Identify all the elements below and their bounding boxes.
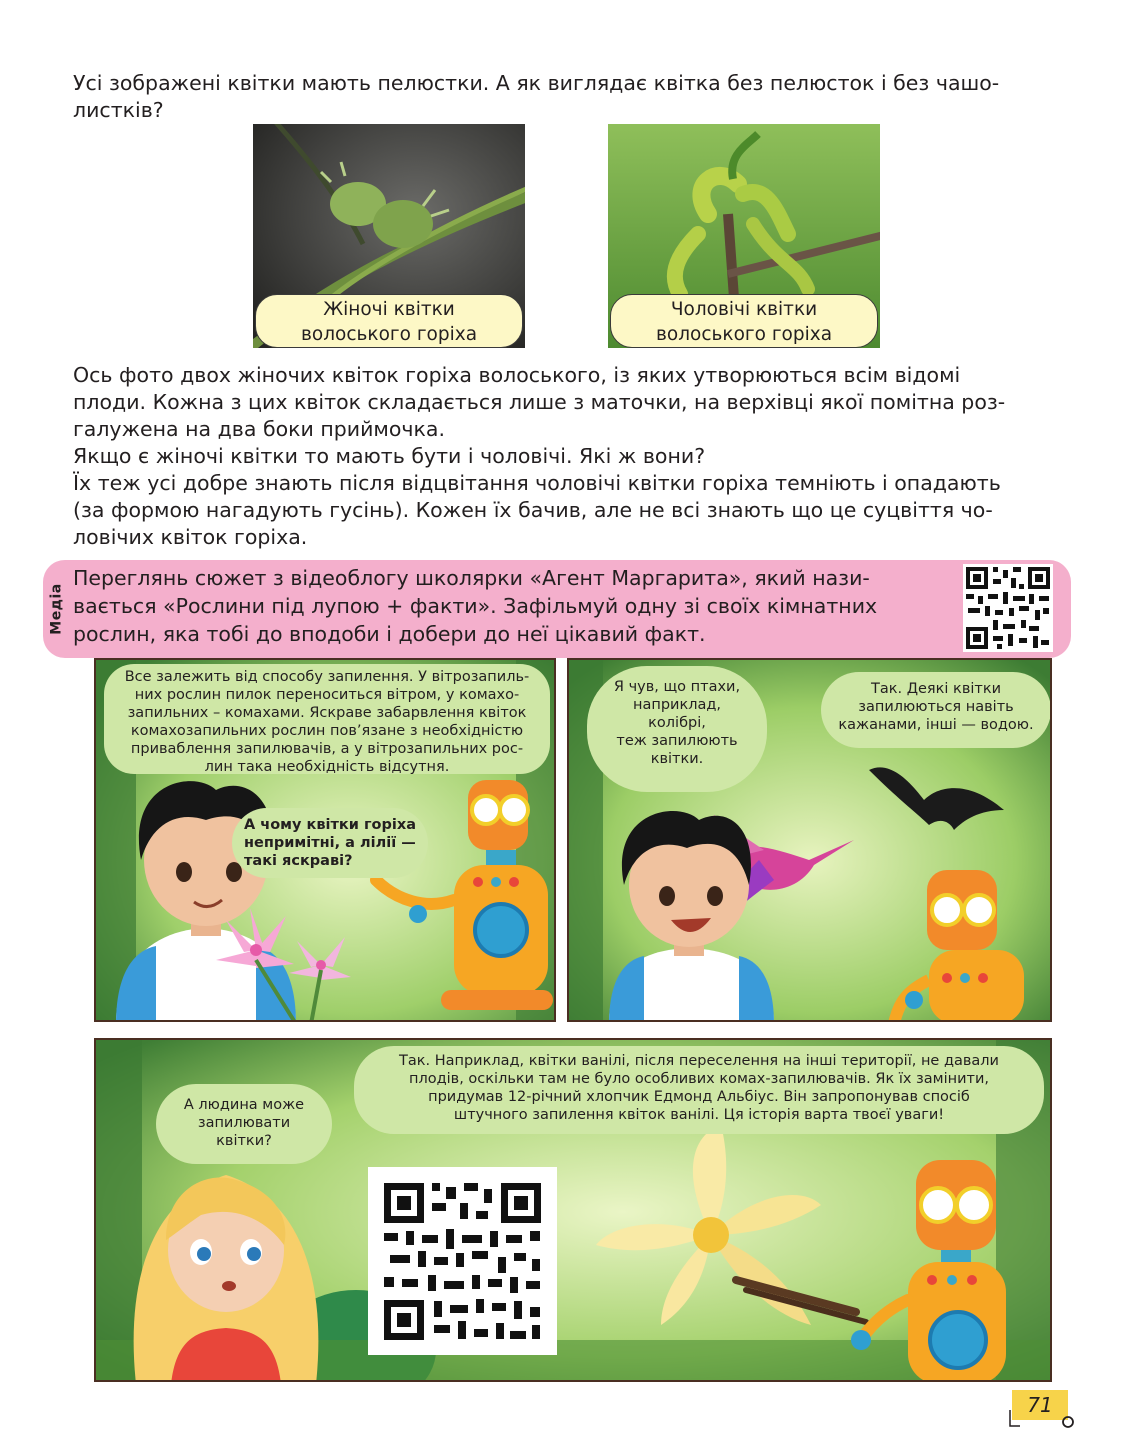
caption-line: волоського горіха <box>655 324 833 345</box>
bubble-line: комахозапильних рослин пов’язане з необхідністю <box>130 723 524 739</box>
bubble-line: А чому квітки горіха <box>244 817 417 833</box>
bubble-line: кажанами, інші — водою. <box>838 717 1034 733</box>
bubble-line: теж запилюють <box>616 733 738 749</box>
text-line: галужена на два боки приймочка. <box>73 417 445 441</box>
text-line: листків? <box>73 98 164 122</box>
robot-vanilla-bubble <box>354 1046 1044 1134</box>
bubble-line: А людина може <box>183 1097 305 1113</box>
bubble-line: наприклад, <box>632 697 722 713</box>
bubble-line: Я чув, що птахи, <box>613 679 741 695</box>
male-walnut-flowers-photo <box>608 124 880 348</box>
text-line: плоди. Кожна з цих квіток складається лише з маточки, на верхівці якої помітна роз- <box>73 390 1006 414</box>
intro-paragraph <box>73 70 1036 124</box>
bubble-line: придумав 12-річний хлопчик Едмонд Альбіус. Він запропонував спосіб <box>428 1089 970 1105</box>
bubble-line: непримітні, а лілії — <box>244 835 416 851</box>
bubble-line: колібрі, <box>648 715 706 731</box>
boy-hummingbird-bubble <box>587 666 767 792</box>
text-line: Усі зображені квітки мають пелюстки. А як виглядає квітка без пелюсток і без чашо- <box>73 71 1000 95</box>
media-text <box>73 564 933 648</box>
text-line: ловічих квіток горіха. <box>73 525 308 549</box>
page-number-label: 71 <box>1027 1393 1053 1417</box>
bubble-line: запильних – комахами. Яскраве забарвлення квіток <box>127 705 527 721</box>
male-flowers-caption <box>610 294 878 348</box>
bubble-line: запилюються навіть <box>858 699 1014 715</box>
comic-panel-2 <box>567 658 1052 1022</box>
caption-line: Жіночі квітки <box>323 299 455 320</box>
text-line: рослин, яка тобі до вподоби і добери до неї цікавий факт. <box>73 622 706 646</box>
caption-line: волоського горіха <box>300 324 478 345</box>
text-line: вається «Рослини під лупою + факти». Зафільмуй одну зі своїх кімнатних <box>73 594 878 618</box>
text-line: (за формою нагадують гусінь). Кожен їх бачив, але не всі знають що це суцвіття чо- <box>73 498 993 522</box>
bubble-line: плодів, оскільки там не було особливих комах-запилювачів. Як їх замінити, <box>409 1071 989 1087</box>
bubble-line: лин така необхідність відсутня. <box>204 759 450 775</box>
bubble-line: приваблення запилювачів, а у вітрозапильних рос- <box>130 741 524 757</box>
bubble-line: Так. Наприклад, квітки ванілі, після переселення на інші території, не давали <box>398 1053 999 1069</box>
bubble-line: запилювати <box>197 1115 291 1131</box>
boy-question-bubble <box>232 808 428 878</box>
female-walnut-flowers-photo <box>253 124 525 348</box>
comic-panel-1 <box>94 658 556 1022</box>
comic-qr-code[interactable] <box>368 1167 557 1355</box>
page-corner-decoration <box>1006 1408 1078 1430</box>
text-line: Якщо є жіночі квітки то мають бути і чоловічі. Які ж вони? <box>73 444 706 468</box>
comic-panel-3 <box>94 1038 1052 1382</box>
body-paragraph <box>73 362 1036 551</box>
bubble-line: Так. Деякі квітки <box>870 681 1002 697</box>
female-flowers-caption <box>255 294 523 348</box>
robot-bats-bubble <box>821 672 1051 748</box>
girl-question-bubble <box>156 1084 332 1164</box>
bubble-line: них рослин пилок переноситься вітром, у комахо- <box>134 687 520 703</box>
text-line: Їх теж усі добре знають після відцвітання чоловічі квітки горіха темніють і опадають <box>73 471 1001 495</box>
media-tag-label: Медіа <box>49 583 66 635</box>
bubble-line: такі яскраві? <box>244 853 353 869</box>
narration-bubble <box>104 664 550 774</box>
bubble-line: квітки? <box>216 1133 272 1149</box>
text-line: Переглянь сюжет з відеоблогу школярки «Агент Маргарита», який нази- <box>73 566 870 590</box>
text-line: Ось фото двох жіночих квіток горіха волоського, із яких утворюються всім відомі <box>73 363 961 387</box>
media-tag <box>44 560 70 658</box>
bubble-line: Все залежить від способу запилення. У вітрозапиль- <box>124 669 530 685</box>
bubble-line: квітки. <box>650 751 704 767</box>
bubble-line: штучного запилення квіток ванілі. Ця історія варта твоєї уваги! <box>453 1107 945 1123</box>
caption-line: Чоловічі квітки <box>670 299 818 320</box>
media-qr-code[interactable] <box>963 564 1053 652</box>
